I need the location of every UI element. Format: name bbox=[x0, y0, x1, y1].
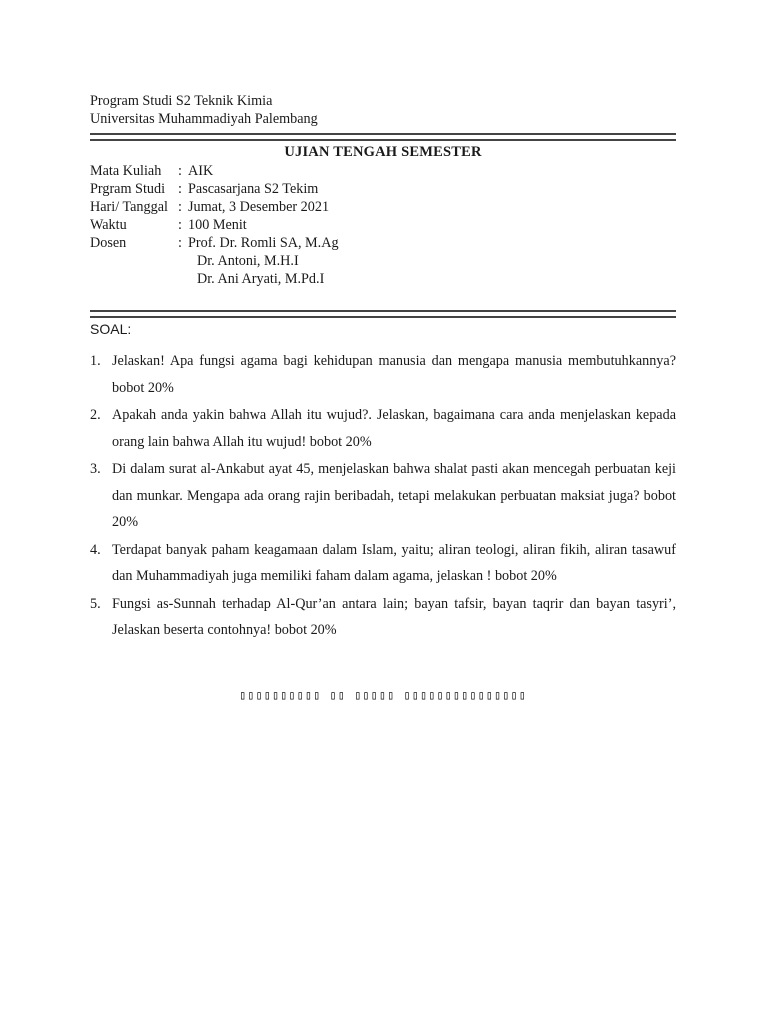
question-item bbox=[90, 456, 676, 536]
course-label: Mata Kuliah bbox=[90, 163, 162, 179]
double-rule-middle bbox=[90, 310, 676, 318]
colon: : bbox=[178, 163, 182, 179]
questions-heading: SOAL: bbox=[90, 321, 132, 337]
colon: : bbox=[178, 235, 182, 251]
question-number: 5. bbox=[90, 595, 101, 612]
question-number: 2. bbox=[90, 407, 101, 423]
question-text: Terdapat banyak paham keagamaan dalam Islam, yaitu; aliran teologi, aliran fikih, aliran tasawuf dan Muhammadiyah juga memiliki faham dalam agama, jelaskan ! bobot 20% bbox=[112, 541, 676, 584]
lecturer-name: Prof. Dr. Romli SA, M.Ag bbox=[188, 235, 339, 251]
question-text: Di dalam surat al-Ankabut ayat 45, menjelaskan bahwa shalat pasti akan mencegah perbuatan keji dan munkar. Mengapa ada orang rajin beribadah, tetapi melakukan perbuatan maksiat juga? bobot 20% bbox=[112, 461, 676, 530]
closing-note: ▯▯▯▯▯▯▯▯▯▯ ▯▯ ▯▯▯▯▯ ▯▯▯▯▯▯▯▯▯▯▯▯▯▯▯ bbox=[239, 688, 527, 702]
double-rule-top bbox=[90, 133, 676, 141]
lecturer-label: Dosen bbox=[90, 235, 127, 251]
lecturer-name: Dr. Antoni, M.H.I bbox=[197, 253, 299, 269]
info-row-course bbox=[90, 162, 339, 180]
program-name: Program Studi S2 Teknik Kimia bbox=[90, 93, 273, 109]
date-label: Hari/ Tanggal bbox=[90, 199, 168, 215]
colon: : bbox=[178, 199, 182, 215]
colon: : bbox=[178, 217, 182, 233]
question-number: 1. bbox=[90, 353, 101, 369]
info-row-lecturer bbox=[90, 234, 339, 288]
question-item bbox=[90, 591, 676, 644]
question-number: 4. bbox=[90, 541, 101, 558]
program-value: Pascasarjana S2 Tekim bbox=[188, 181, 319, 197]
question-text: Jelaskan! Apa fungsi agama bagi kehidupan manusia dan mengapa manusia membutuhkannya? bobot 20% bbox=[112, 353, 676, 396]
question-text: Fungsi as-Sunnah terhadap Al-Qur’an antara lain; bayan tafsir, bayan taqrir dan bayan tasyri’, Jelaskan beserta contohnya! bobot 20% bbox=[112, 595, 676, 638]
course-value: AIK bbox=[188, 163, 214, 179]
colon: : bbox=[178, 181, 182, 197]
exam-document bbox=[90, 92, 676, 702]
program-label: Prgram Studi bbox=[90, 181, 166, 197]
info-row-program bbox=[90, 180, 339, 198]
question-text: Apakah anda yakin bahwa Allah itu wujud?. Jelaskan, bagaimana cara anda menjelaskan kepada orang lain bahwa Allah itu wujud! bobot 20% bbox=[112, 407, 676, 450]
question-number: 3. bbox=[90, 461, 101, 477]
exam-info-table bbox=[90, 162, 339, 288]
date-value: Jumat, 3 Desember 2021 bbox=[188, 199, 330, 215]
duration-label: Waktu bbox=[90, 217, 127, 233]
question-item bbox=[90, 348, 676, 401]
info-row-duration bbox=[90, 216, 339, 234]
exam-title: UJIAN TENGAH SEMESTER bbox=[284, 144, 482, 160]
info-row-date bbox=[90, 198, 339, 216]
question-item bbox=[90, 537, 676, 590]
question-item bbox=[90, 402, 676, 455]
lecturer-name: Dr. Ani Aryati, M.Pd.I bbox=[197, 271, 325, 287]
lecturer-list bbox=[188, 234, 339, 288]
university-name: Universitas Muhammadiyah Palembang bbox=[90, 111, 318, 127]
duration-value: 100 Menit bbox=[188, 217, 247, 233]
question-list bbox=[90, 348, 676, 644]
